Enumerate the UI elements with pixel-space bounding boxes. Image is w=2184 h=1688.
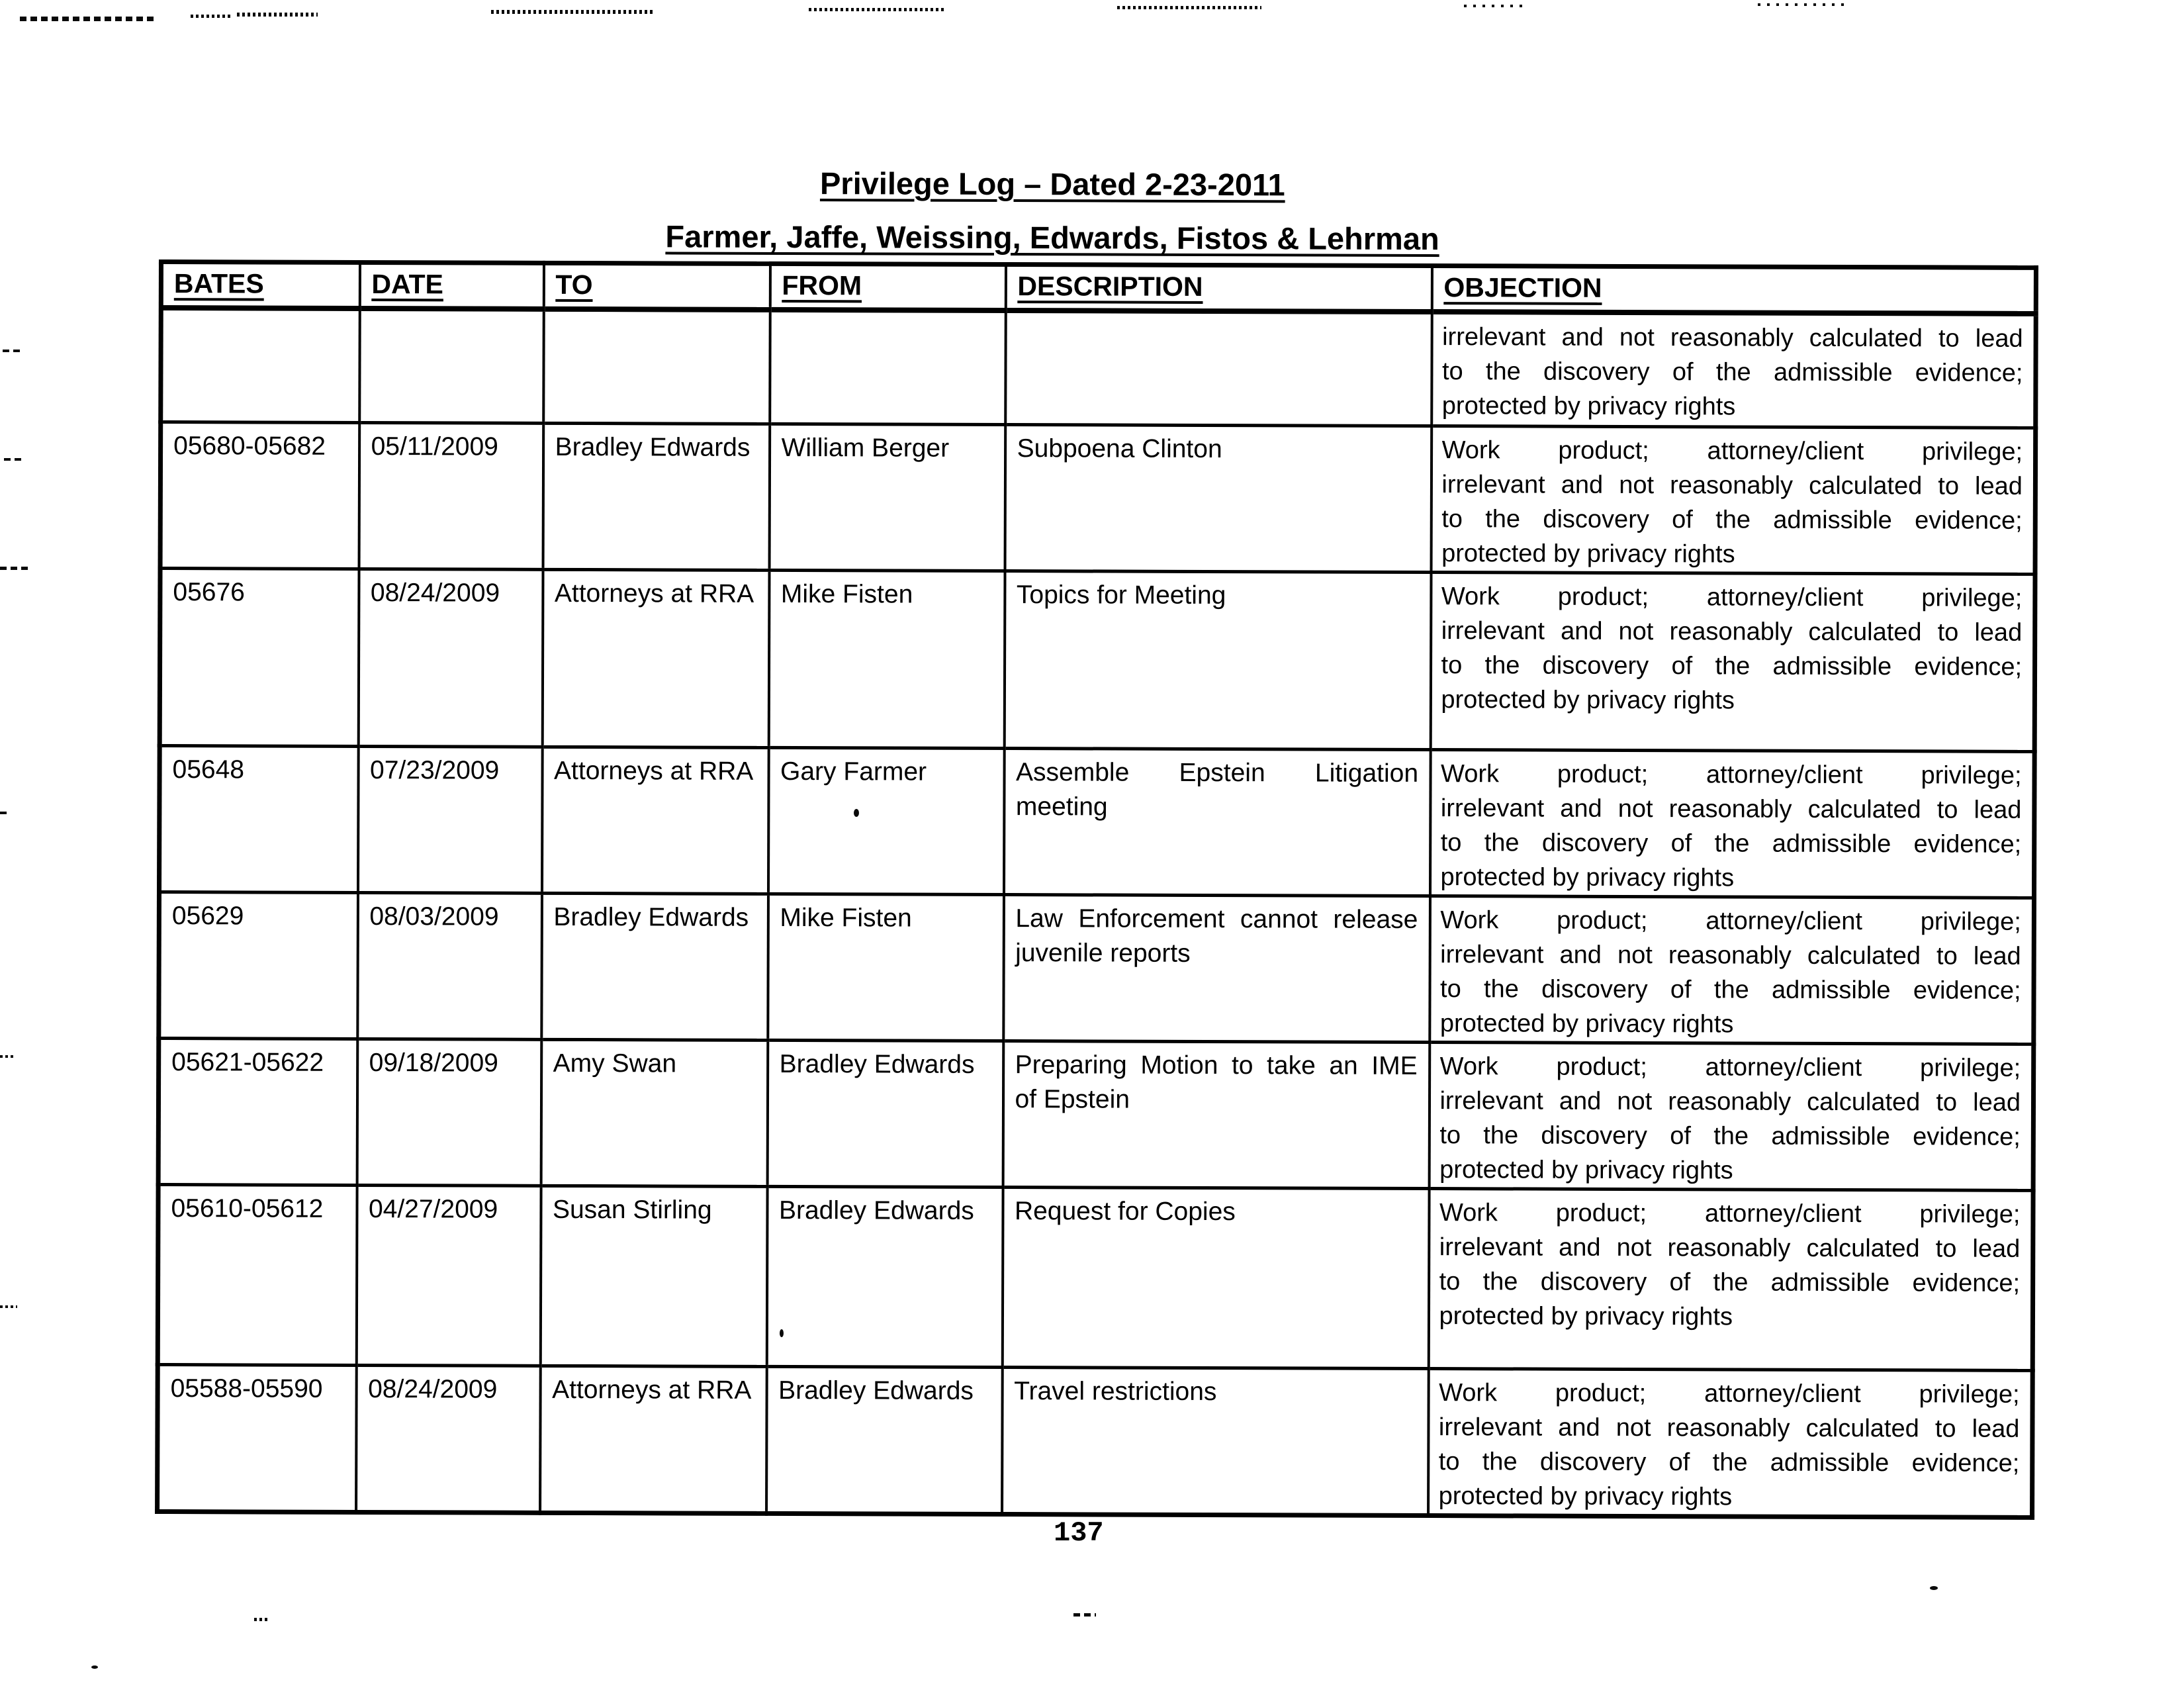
table-header [161,262,2036,314]
objection-cell-line: protected by privacy rights [1441,539,1735,568]
description-cell [1002,1187,1429,1368]
page-title: Privilege Log – Dated 2-23-2011 [819,165,1285,203]
description-cell-line: Law Enforcement cannot release [1015,904,1418,934]
table-row [159,568,2035,751]
date-cell: 08/24/2009 [356,1365,541,1513]
objection-cell [1430,749,2034,898]
to-cell [543,309,770,424]
objection-cell-line: protected by privacy rights [1439,1155,1733,1184]
description-cell [1002,1367,1429,1515]
to-cell: Attorneys at RRA [542,569,769,747]
description-cell [1004,571,1431,749]
description-cell-line: Preparing Motion to take an IME [1015,1050,1418,1080]
bates-cell: 05621-05622 [158,1038,357,1185]
objection-cell-line: to the discovery of the admissible evidence; [1441,504,2023,535]
objection-cell-line: Work product; attorney/client privilege; [1440,906,2021,936]
objection-cell-line: irrelevant and not reasonably calculated to lead [1441,470,2023,500]
date-cell [359,308,544,423]
objection-cell-line: Work product; attorney/client privilege; [1441,436,2023,466]
privilege-log-table [155,259,2038,1519]
description-cell-line: Subpoena Clinton [1017,434,1222,463]
objection-cell-line: to the discovery of the admissible evidence; [1440,828,2022,859]
column-header-bates: BATES [161,262,359,308]
table-row [158,1038,2034,1190]
objection-cell-line: protected by privacy rights [1441,685,1735,714]
objection-cell-line: to the discovery of the admissible evidence; [1441,357,2023,387]
description-cell-line: meeting [1015,792,1108,821]
objection-cell-line: irrelevant and not reasonably calculated to lead [1439,1233,2021,1263]
objection-cell-line: Work product; attorney/client privilege; [1439,1198,2021,1229]
column-header-objection: OBJECTION [1432,266,2036,314]
objection-cell-line: to the discovery of the admissible evidence; [1441,651,2023,681]
description-cell [1005,424,1432,572]
description-cell [1003,894,1430,1042]
from-cell: William Berger [769,424,1005,571]
to-cell: Bradley Edwards [541,893,768,1040]
description-cell-line: Request for Copies [1014,1196,1236,1226]
from-cell: Bradley Edwards [766,1186,1003,1367]
to-cell: Attorneys at RRA [541,747,768,894]
date-cell: 05/11/2009 [359,422,543,569]
objection-cell-line: irrelevant and not reasonably calculated to lead [1438,1413,2020,1443]
bates-cell: 05648 [159,745,358,892]
document-header [113,163,1992,259]
description-cell-line: Travel restrictions [1014,1376,1217,1406]
objection-cell-line: protected by privacy rights [1440,863,1735,892]
objection-cell [1428,1368,2033,1517]
objection-cell-line: to the discovery of the admissible evidence; [1439,974,2021,1005]
objection-cell [1430,572,2035,751]
page-number: 137 [1054,1517,1104,1549]
description-cell [1003,1041,1430,1188]
description-cell-line: Assemble Epstein Litigation [1016,757,1419,788]
objection-cell-line: irrelevant and not reasonably calculated to lead [1440,940,2021,970]
description-cell-line: of Epstein [1015,1084,1130,1114]
column-header-to: TO [543,263,770,310]
bates-cell [161,308,360,422]
column-header-description: DESCRIPTION [1005,265,1432,312]
to-cell: Amy Swan [541,1039,768,1186]
from-cell: Gary Farmer [768,747,1004,894]
objection-cell-line: Work product; attorney/client privilege; [1439,1052,2021,1082]
description-cell [1003,748,1430,896]
date-cell: 09/18/2009 [357,1039,541,1186]
description-cell-line: juvenile reports [1015,938,1191,968]
from-cell: Bradley Edwards [767,1040,1003,1187]
objection-cell-line: to the discovery of the admissible evidence; [1439,1121,2021,1151]
objection-cell-line: protected by privacy rights [1441,392,1736,421]
objection-cell-line: irrelevant and not reasonably calculated to lead [1439,1086,2021,1117]
date-cell: 08/03/2009 [357,892,542,1039]
to-cell: Bradley Edwards [543,423,770,570]
bates-cell: 05676 [159,568,359,746]
objection-cell [1429,1042,2034,1190]
objection-cell-line: irrelevant and not reasonably calculated to lead [1441,616,2023,647]
from-cell [770,310,1006,424]
table-row [158,1364,2033,1517]
objection-cell [1430,896,2034,1044]
objection-cell-line: irrelevant and not reasonably calculated to lead [1442,323,2023,353]
table-row [160,422,2036,574]
table-body [158,308,2036,1517]
objection-cell-line: to the discovery of the admissible evidence; [1439,1267,2021,1297]
date-cell: 08/24/2009 [358,569,543,747]
bates-cell: 05588-05590 [158,1364,357,1512]
description-cell [1005,310,1432,426]
to-cell: Susan Stirling [540,1186,767,1366]
objection-cell [1431,426,2036,574]
page-subtitle: Farmer, Jaffe, Weissing, Edwards, Fistos & Lehrman [665,218,1439,257]
objection-cell-line: irrelevant and not reasonably calculated to lead [1440,794,2022,824]
from-cell: Mike Fisten [768,894,1004,1041]
bates-cell: 05680-05682 [160,422,359,569]
objection-cell-line: protected by privacy rights [1438,1481,1733,1511]
objection-cell-line: Work product; attorney/client privilege; [1441,759,2022,790]
objection-cell-line: to the discovery of the admissible evidence; [1438,1447,2020,1477]
to-cell: Attorneys at RRA [540,1366,767,1513]
header-row [161,262,2036,314]
date-cell: 04/27/2009 [356,1185,541,1366]
from-cell: Bradley Edwards [766,1366,1003,1514]
date-cell: 07/23/2009 [357,746,542,893]
table-row [161,308,2036,428]
bates-cell: 05629 [159,892,358,1039]
from-cell: Mike Fisten [768,570,1005,748]
column-header-from: FROM [770,263,1005,310]
table-row [159,892,2034,1044]
column-header-date: DATE [359,262,543,308]
objection-cell [1428,1188,2033,1370]
objection-cell-line: protected by privacy rights [1439,1301,1733,1331]
description-cell-line: Topics for Meeting [1016,580,1226,610]
objection-cell-line: protected by privacy rights [1439,1009,1734,1038]
objection-cell-line: Work product; attorney/client privilege; [1439,1378,2020,1409]
objection-cell-line: Work product; attorney/client privilege; [1441,582,2023,612]
objection-cell [1432,312,2036,428]
bates-cell: 05610-05612 [158,1184,357,1365]
table-row [158,1184,2033,1370]
table-row [159,745,2034,898]
